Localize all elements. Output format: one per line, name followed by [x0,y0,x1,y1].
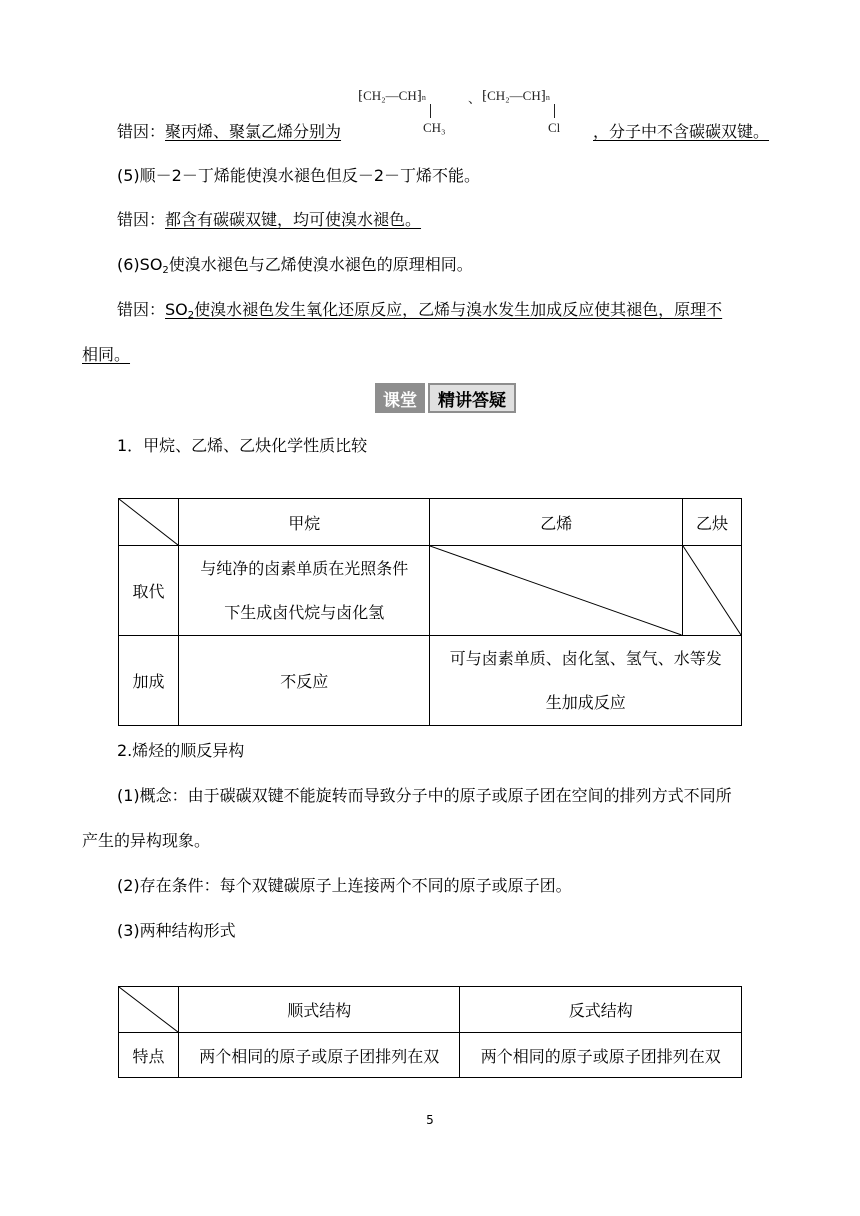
comparison-table [118,498,742,726]
bracket-open: ⁅ [482,88,488,103]
p6-error-cont [82,345,130,365]
page-number: 5 [426,1113,434,1127]
header-methane: 甲烷 [178,499,430,546]
cis-trans-table [118,986,742,1078]
p6-statement [117,255,473,281]
section-banner [375,383,516,413]
table-header-row [119,987,742,1033]
acetylene-substitution-empty [683,546,742,636]
section2-p1: (1)概念：由于碳碳双键不能旋转而导致分子中的原子或原子团在空间的排列方式不同所 [117,786,732,805]
table-row [119,636,742,726]
p6-statement-sub: 2 [162,265,169,276]
polymer-2-chain: CH₂—CH [487,88,541,103]
p5-statement: (5)顺－2－丁烯能使溴水褪色但反－2－丁烯不能。 [117,166,481,185]
p6-error-post: 使溴水褪色发生氧化还原反应，乙烯与溴水发生加成反应使其褪色，原理不 [194,300,723,319]
polymer-2-substituent: Cl [548,120,561,135]
bond-line [554,104,555,118]
ethylene-substitution-empty [430,546,683,636]
methane-substitution [178,546,430,636]
p4-error [117,122,341,142]
p5-error-text: 都含有碳碳双键，均可使溴水褪色。 [165,210,422,229]
section1-title: 1．甲烷、乙烯、乙炔化学性质比较 [117,436,368,455]
table-row [119,546,742,636]
bracket-close: ⁆ [416,88,422,103]
error-label: 错因： [117,300,166,319]
formula-separator: 、 [468,91,482,106]
p5-error [117,210,421,230]
header-acetylene: 乙炔 [683,499,742,546]
p6-statement-post: 使溴水褪色与乙烯使溴水褪色的原理相同。 [168,255,473,274]
row-label-feature: 特点 [119,1033,179,1078]
p4-error-text-b: ，分子中不含碳碳双键。 [593,122,770,141]
corner-cell [119,987,179,1033]
p6-error-cont-text: 相同。 [82,345,131,364]
polymer-1-chain: CH₂—CH [363,88,417,103]
cell-line: 可与卤素单质、卤化氢、氢气、水等发 [449,648,722,668]
polymer-1-n: n [421,93,426,102]
cell-line: 生加成反应 [545,692,626,712]
error-label: 错因： [117,210,166,229]
polymer-1-substituent: CH₃ [423,120,446,135]
trans-feature: 两个相同的原子或原子团排列在双 [460,1033,742,1078]
p6-error [117,300,722,326]
table-header-row [119,499,742,546]
polymer-2-n: n [545,93,550,102]
p4-error-text-a: 聚丙烯、聚氯乙烯分别为 [165,122,342,141]
p6-statement-pre: (6)SO [117,255,163,274]
p6-error-pre: SO [165,300,188,319]
bracket-close: ⁆ [540,88,546,103]
methane-addition: 不反应 [178,636,430,726]
row-label-addition: 加成 [119,636,179,726]
section2-p2: (2)存在条件：每个双键碳原子上连接两个不同的原子或原子团。 [117,876,572,895]
cis-feature: 两个相同的原子或原子团排列在双 [178,1033,460,1078]
error-label: 错因： [117,122,166,141]
alkene-alkyne-addition [430,636,742,726]
banner-left: 课堂 [375,383,425,413]
bond-line [430,104,431,118]
section2-p3: (3)两种结构形式 [117,921,236,940]
header-cis: 顺式结构 [178,987,460,1033]
bracket-open: ⁅ [358,88,364,103]
section2-p1-cont: 产生的异构现象。 [82,831,211,850]
p4-error-tail [593,122,769,142]
cell-line: 与纯净的卤素单质在光照条件 [200,558,409,578]
table-row [119,1033,742,1078]
cell-line: 下生成卤代烷与卤化氢 [224,602,385,622]
header-ethylene: 乙烯 [430,499,683,546]
polymer-1 [358,88,426,104]
polymer-2 [482,88,550,104]
corner-cell [119,499,179,546]
row-label-substitution: 取代 [119,546,179,636]
p6-error-sub: 2 [187,310,195,321]
banner-right: 精讲答疑 [428,383,516,413]
section2-title: 2.烯烃的顺反异构 [117,741,245,760]
header-trans: 反式结构 [460,987,742,1033]
